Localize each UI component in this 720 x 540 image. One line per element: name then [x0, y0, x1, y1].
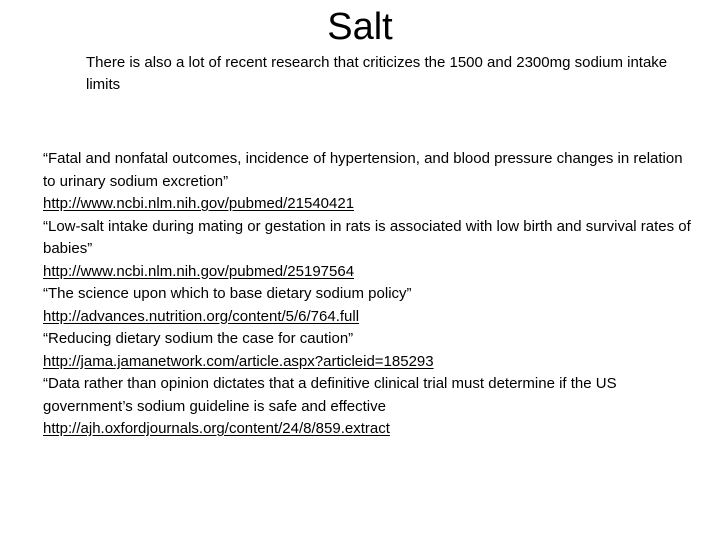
reference-item: [43, 216, 693, 284]
reference-quote: “Reducing dietary sodium the case for caution”: [43, 330, 354, 347]
reference-item: [43, 328, 693, 373]
reference-item: [43, 283, 693, 328]
reference-link[interactable]: http://advances.nutrition.org/content/5/6/764.full: [43, 307, 360, 325]
reference-link[interactable]: http://www.ncbi.nlm.nih.gov/pubmed/21540421: [43, 195, 355, 212]
slide-subtitle: There is also a lot of recent research that criticizes the 1500 and 2300mg sodium intake limits: [86, 54, 668, 93]
reference-list: [43, 148, 693, 441]
reference-item: [43, 373, 693, 441]
reference-item: [43, 148, 693, 216]
reference-link[interactable]: http://jama.jamanetwork.com/article.aspx?articleid=185293: [43, 352, 434, 370]
slide-title: Salt: [327, 6, 393, 48]
reference-link[interactable]: http://ajh.oxfordjournals.org/content/24/8/859.extract: [43, 420, 390, 437]
reference-link[interactable]: http://www.ncbi.nlm.nih.gov/pubmed/25197564: [43, 262, 355, 280]
reference-quote: “Fatal and nonfatal outcomes, incidence of hypertension, and blood pressure changes in relation to urinary sodium excretion”: [43, 150, 683, 190]
reference-quote: “The science upon which to base dietary sodium policy”: [43, 285, 412, 302]
reference-quote: “Low-salt intake during mating or gestation in rats is associated with low birth and survival rates of babies”: [43, 217, 691, 257]
reference-quote: “Data rather than opinion dictates that a definitive clinical trial must determine if the US government’s sodium guideline is safe and effective: [43, 375, 617, 415]
